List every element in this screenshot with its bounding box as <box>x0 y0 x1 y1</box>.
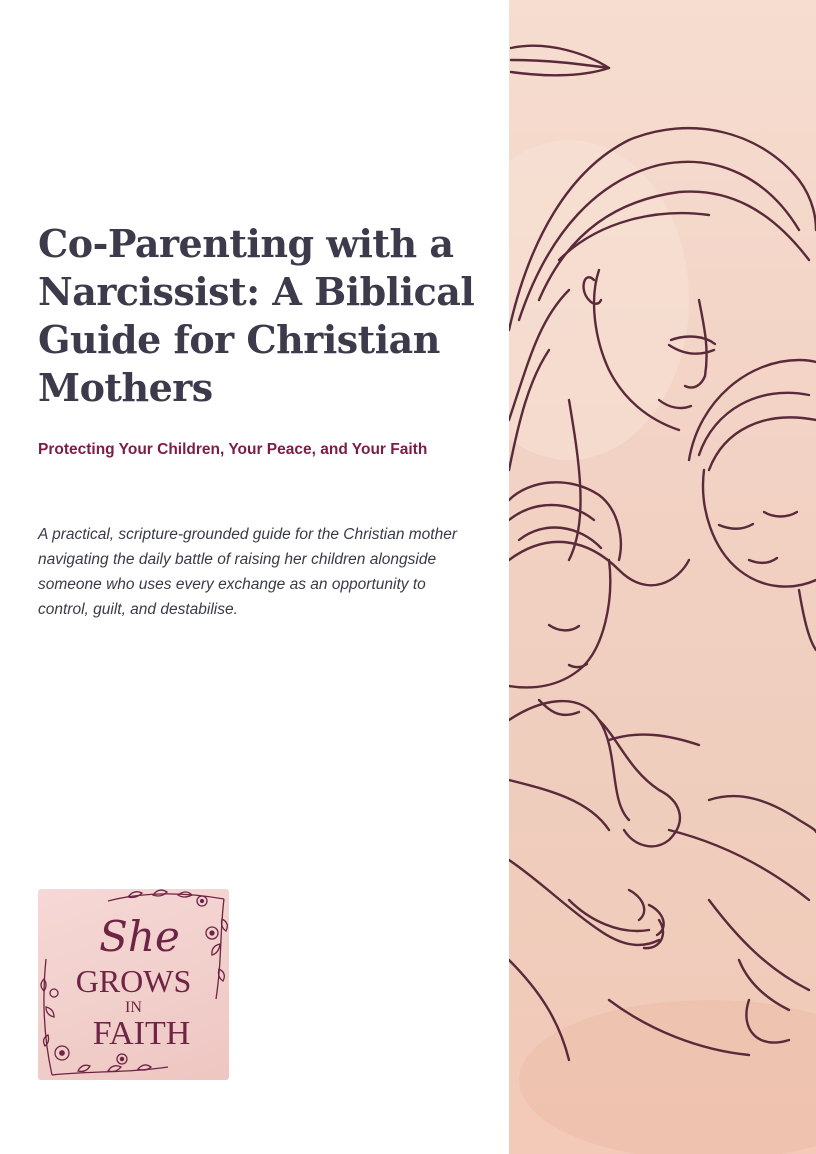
cover-title: Co-Parenting with a Narcissist: A Biblical Guide for Christian Mothers <box>38 221 475 410</box>
she-grows-in-faith-logo <box>38 889 229 1080</box>
logo-word-faith: FAITH <box>92 1015 191 1052</box>
logo-word-she: She <box>99 912 180 961</box>
logo-word-grows: GROWS <box>75 963 192 999</box>
logo-word-in: IN <box>125 999 142 1016</box>
cover-description: A practical, scripture-grounded guide for the Christian mother navigating the daily battle of raising her children alongside someone who uses every exchange as an opportunity to control, guilt, and destabilise. <box>38 526 457 618</box>
cover-subtitle: Protecting Your Children, Your Peace, and Your Faith <box>38 441 428 458</box>
cover-illustration <box>509 0 816 1154</box>
mother-and-children-illustration <box>509 0 816 1154</box>
